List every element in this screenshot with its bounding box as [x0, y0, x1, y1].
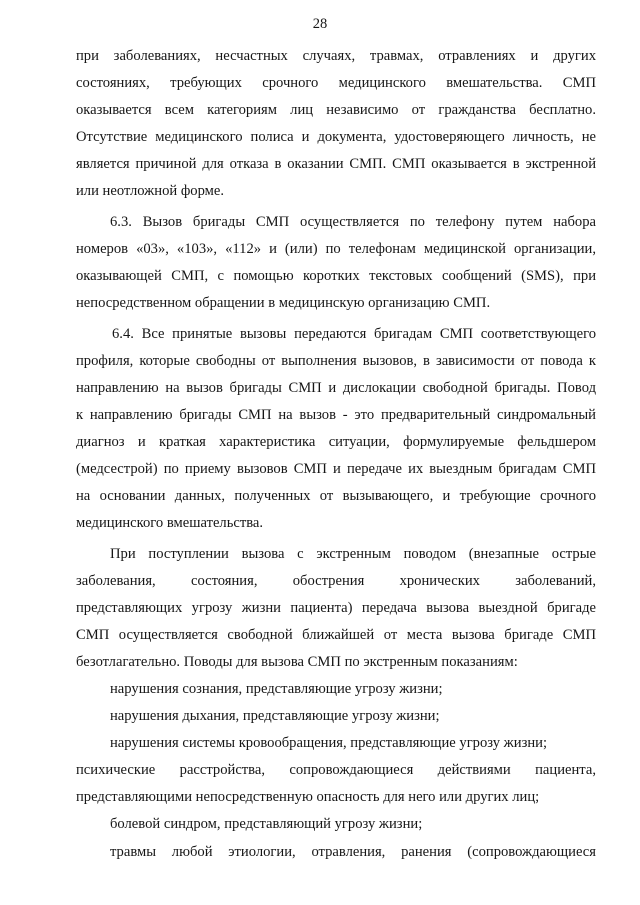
text-line: диагноз и краткая характеристика ситуации, формулируемые фельдшером [76, 434, 596, 450]
text-line: 6.3. Вызов бригады СМП осуществляется по телефону путем набора [110, 214, 596, 230]
text-line: оказывается всем категориям лиц независимо от гражданства бесплатно. [76, 102, 596, 118]
text-line: профиля, которые свободны от выполнения вызовов, в зависимости от повода к [76, 353, 596, 369]
text-line: болевой синдром, представляющий угрозу жизни; [110, 816, 423, 832]
text-line: или неотложной форме. [76, 183, 225, 199]
text-line: непосредственном обращении в медицинскую организацию СМП. [76, 295, 491, 311]
text-line: к направлению бригады СМП на вызов - это предварительный синдромальный [76, 407, 596, 423]
text-line: представляющими непосредственную опасность для него или других лиц; [76, 789, 540, 805]
text-line: При поступлении вызова с экстренным поводом (внезапные острые [110, 546, 596, 562]
text-line: заболевания, состояния, обострения хронических заболеваний, [76, 573, 596, 589]
text-line: при заболеваниях, несчастных случаях, травмах, отравлениях и других [76, 48, 596, 64]
text-line: безотлагательно. Поводы для вызова СМП по экстренным показаниям: [76, 654, 518, 670]
text-line: (медсестрой) по приему вызовов СМП и передаче их выездным бригадам СМП [76, 461, 596, 477]
text-line: травмы любой этиологии, отравления, ранения (сопровождающиеся [110, 844, 596, 860]
text-line: представляющих угрозу жизни пациента) передача вызова выездной бригаде [76, 600, 596, 616]
text-line: оказывающей СМП, с помощью коротких текстовых сообщений (SMS), при [76, 268, 596, 284]
text-line: номеров «03», «103», «112» и (или) по телефонам медицинской организации, [76, 241, 596, 257]
text-line: на основании данных, полученных от вызывающего, и требующие срочного [76, 488, 596, 504]
text-line: нарушения дыхания, представляющие угрозу жизни; [110, 708, 440, 724]
text-line: Отсутствие медицинского полиса и документа, удостоверяющего личность, не [76, 129, 596, 145]
page-number: 28 [312, 16, 328, 32]
text-line: психические расстройства, сопровождающиеся действиями пациента, [76, 762, 596, 778]
text-line: медицинского вмешательства. [76, 515, 264, 531]
text-line: состояниях, требующих срочного медицинского вмешательства. СМП [76, 75, 596, 91]
text-line: является причиной для отказа в оказании СМП. СМП оказывается в экстренной [76, 156, 596, 172]
text-line: направлению на вызов бригады СМП и дислокации свободной бригады. Повод [76, 380, 596, 396]
text-line: СМП осуществляется свободной ближайшей от места вызова бригаде СМП [76, 627, 596, 643]
text-line: нарушения системы кровообращения, представляющие угрозу жизни; [110, 735, 548, 751]
text-line: нарушения сознания, представляющие угрозу жизни; [110, 681, 443, 697]
text-line: 6.4. Все принятые вызовы передаются бригадам СМП соответствующего [112, 326, 596, 342]
